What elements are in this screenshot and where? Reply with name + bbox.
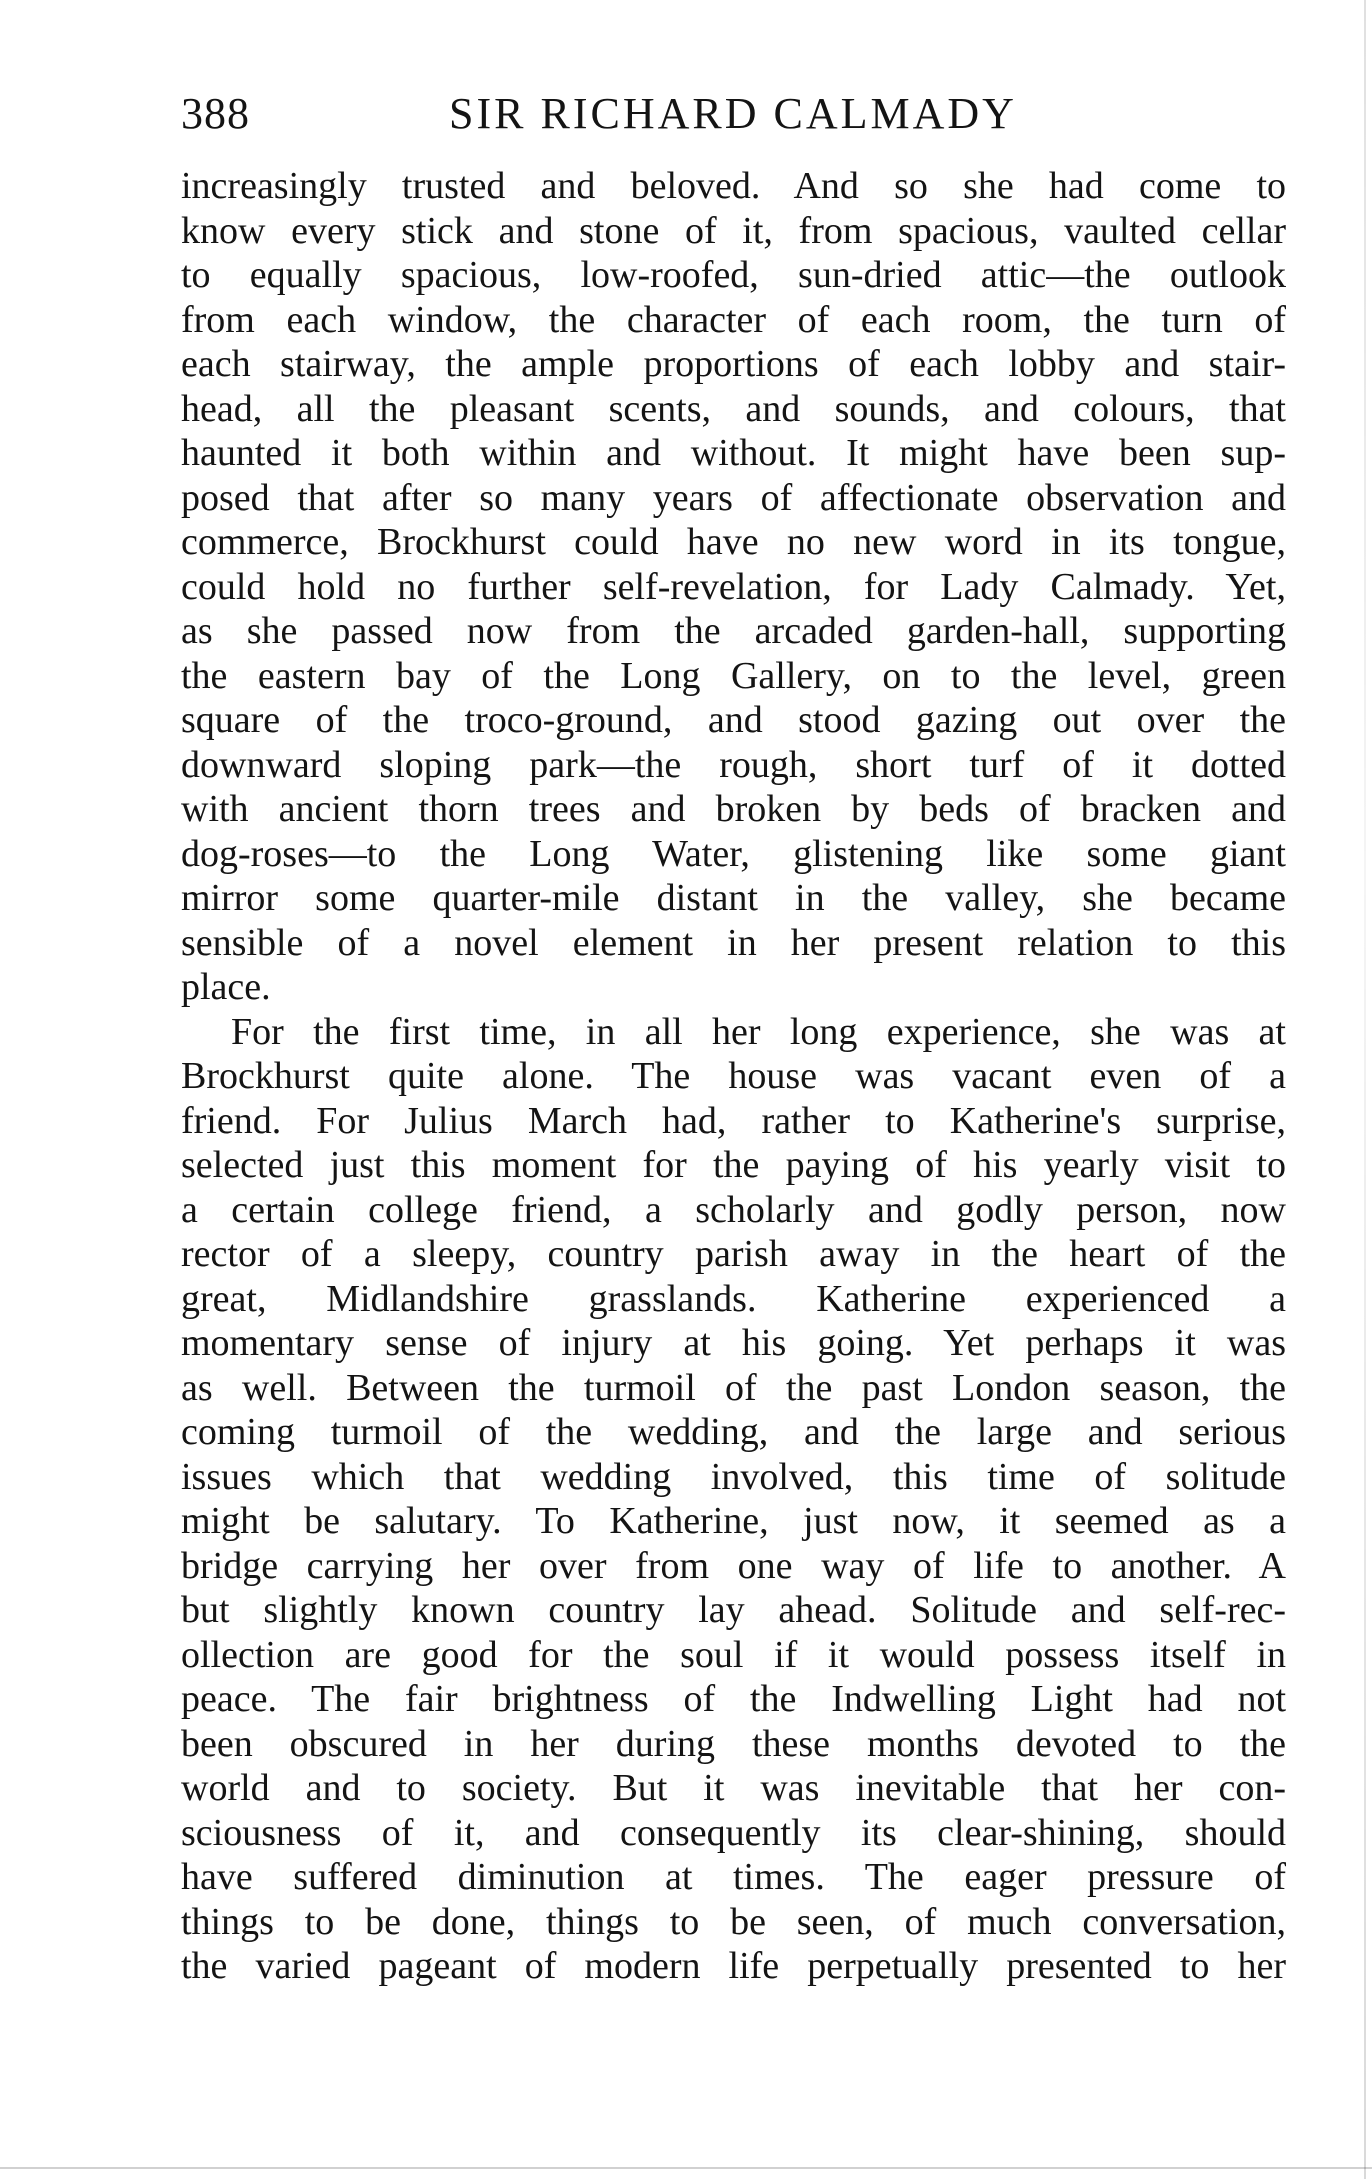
- paragraph: [181, 1010, 1286, 1989]
- text-line: great, Midlandshire grasslands. Katherine experienced a: [181, 1277, 1286, 1320]
- text-line: sensible of a novel element in her present relation to this: [181, 921, 1286, 964]
- text-line: For the first time, in all her long experience, she was at: [231, 1010, 1286, 1053]
- text-line: mirror some quarter-mile distant in the valley, she became: [181, 877, 1286, 919]
- text-line: square of the troco-ground, and stood gazing out over the: [181, 699, 1286, 741]
- text-line: with ancient thorn trees and broken by beds of bracken and: [181, 788, 1286, 830]
- text-line: coming turmoil of the wedding, and the large and serious: [181, 1411, 1286, 1453]
- page-header: [181, 84, 1286, 144]
- text-line: place.: [181, 966, 271, 1008]
- text-line: friend. For Julius March had, rather to Katherine's surprise,: [181, 1099, 1286, 1142]
- page-edge-bottom: [0, 2167, 1372, 2169]
- text-line: rector of a sleepy, country parish away in the heart of the: [181, 1233, 1286, 1275]
- text-line: commerce, Brockhurst could have no new word in its tongue,: [181, 521, 1286, 563]
- text-line: know every stick and stone of it, from spacious, vaulted cellar: [181, 209, 1286, 252]
- text-line: as well. Between the turmoil of the past London season, the: [181, 1366, 1286, 1409]
- text-line: issues which that wedding involved, this time of solitude: [181, 1455, 1286, 1498]
- text-line: might be salutary. To Katherine, just now, it seemed as a: [181, 1500, 1286, 1542]
- text-line: the varied pageant of modern life perpetually presented to her: [181, 1945, 1286, 1987]
- text-line: but slightly known country lay ahead. Solitude and self-rec-: [181, 1589, 1286, 1631]
- running-title: SIR RICHARD CALMADY: [449, 89, 1017, 138]
- text-line: head, all the pleasant scents, and sounds, and colours, that: [181, 387, 1286, 430]
- text-line: have suffered diminution at times. The eager pressure of: [181, 1856, 1286, 1898]
- page-edge-right: [1364, 0, 1366, 2179]
- text-line: haunted it both within and without. It might have been sup-: [181, 432, 1286, 474]
- text-line: increasingly trusted and beloved. And so she had come to: [181, 165, 1286, 207]
- text-line: momentary sense of injury at his going. Yet perhaps it was: [181, 1322, 1286, 1364]
- text-line: Brockhurst quite alone. The house was vacant even of a: [181, 1055, 1286, 1097]
- paragraph: [181, 164, 1286, 1010]
- body-text: [181, 164, 1286, 1989]
- text-line: things to be done, things to be seen, of much conversation,: [181, 1900, 1286, 1943]
- text-line: dog-roses—to the Long Water, glistening like some giant: [181, 832, 1286, 875]
- text-line: posed that after so many years of affectionate observation and: [181, 476, 1286, 519]
- text-line: bridge carrying her over from one way of life to another. A: [181, 1544, 1286, 1587]
- text-line: from each window, the character of each room, the turn of: [181, 298, 1286, 341]
- text-line: world and to society. But it was inevitable that her con-: [181, 1767, 1286, 1809]
- text-line: been obscured in her during these months devoted to the: [181, 1722, 1286, 1765]
- text-line: selected just this moment for the paying of his yearly visit to: [181, 1144, 1286, 1186]
- text-line: peace. The fair brightness of the Indwelling Light had not: [181, 1678, 1286, 1720]
- text-line: sciousness of it, and consequently its clear-shining, should: [181, 1811, 1286, 1854]
- page-number: 388: [181, 89, 250, 138]
- text-line: a certain college friend, a scholarly and godly person, now: [181, 1188, 1286, 1231]
- text-line: each stairway, the ample proportions of each lobby and stair-: [181, 343, 1286, 385]
- text-line: ollection are good for the soul if it would possess itself in: [181, 1633, 1286, 1676]
- text-line: to equally spacious, low-roofed, sun-dried attic—the outlook: [181, 254, 1286, 296]
- text-line: as she passed now from the arcaded garden-hall, supporting: [181, 610, 1286, 652]
- text-line: could hold no further self-revelation, for Lady Calmady. Yet,: [181, 565, 1286, 608]
- text-line: the eastern bay of the Long Gallery, on to the level, green: [181, 654, 1286, 697]
- text-line: downward sloping park—the rough, short turf of it dotted: [181, 743, 1286, 786]
